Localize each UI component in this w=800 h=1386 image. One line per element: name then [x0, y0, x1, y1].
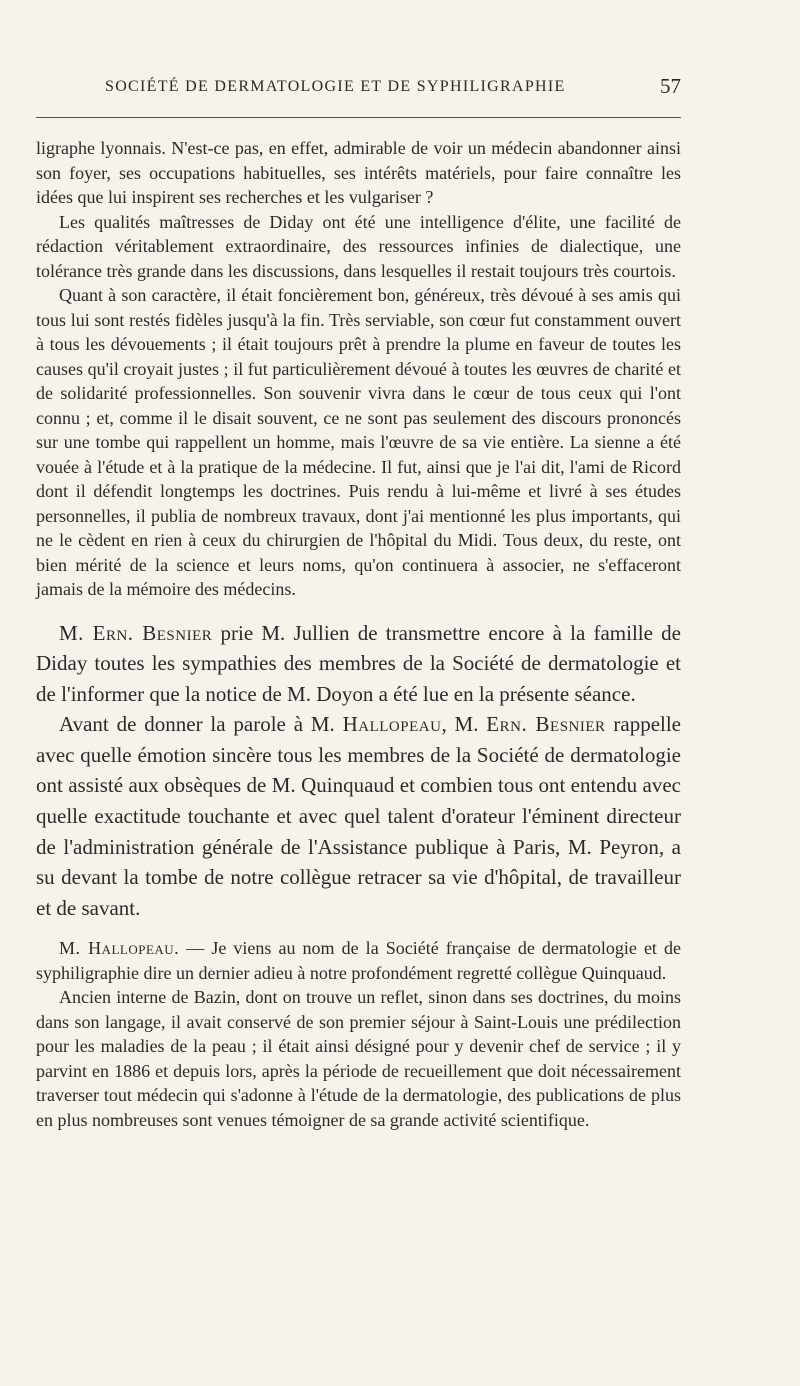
speaker-name: Ern. Besnier — [486, 712, 606, 737]
running-title: SOCIÉTÉ DE DERMATOLOGIE ET DE SYPHILIGRAPHIE — [105, 78, 566, 95]
text-segment: rappelle avec quelle émotion sincère tous les membres de la Société de dermatologie ont assisté aux obsèques de M. Quinquaud et combien tous ont entendu avec quelle exactitude touchante et avec quel talent d'orateur l'éminent directeur de l'administration générale de l'Assistance publique à Paris, M. Peyron, a su devant la tombe de notre collègue retracer sa vie d'hôpital, de travailleur et de savant. — [36, 712, 682, 920]
paragraph-qualities: Les qualités maîtresses de Diday ont été une intelligence d'élite, une facilité de rédaction véritablement extraordinaire, des ressources infinies de dialectique, une tolérance très grande dans les discussions, dans lesquelles il restait toujours très courtois. — [36, 211, 681, 281]
speaker-name: M. Hallopeau. — [59, 938, 180, 959]
paragraph-text: — Je viens au nom de la Société française de dermatologie et de syphiligraphie dire un dernier adieu à notre profondément regretté collègue Quinquaud. — [36, 938, 681, 983]
text-segment: Avant de donner la parole à M. — [59, 712, 343, 737]
speaker-name: Hallopeau — [342, 712, 442, 737]
text-segment: , M. — [441, 712, 487, 737]
paragraph-besnier-request — [36, 618, 681, 710]
header-rule — [36, 117, 681, 118]
body-text — [36, 136, 681, 1132]
running-head — [36, 74, 681, 102]
paragraph-character: Quant à son caractère, il était foncièrement bon, généreux, très dévoué à ses amis qui tous lui sont restés fidèles jusqu'à la fin. Très serviable, son cœur fut constamment ouvert à tous les dévouements ; il était toujours prêt à prendre la plume en faveur de toutes les causes qu'il croyait justes ; il fut particulièrement dévoué à toutes les œuvres de charité et de solidarité professionnelles. Son souvenir vivra dans le cœur de tous ceux qui l'ont connu ; et, comme il le disait souvent, ce ne sont pas seulement des discours prononcés sur une tombe qui rappellent un homme, mais l'œuvre de sa vie entière. La sienne a été vouée à l'étude et à la pratique de la médecine. Il fut, ainsi que je l'ai dit, l'ami de Ricord dont il défendit longtemps les doctrines. Puis rendu à lui-même et livré à ses études personnelles, il publia de nombreux travaux, dont j'ai mentionné les plus importants, qui ne le cèdent en rien à ceux du chirurgien de l'hôpital du Midi. Tous deux, du reste, ont bien mérité de la science et leurs noms, qu'on continuera à associer, ne s'effaceront jamais de la mémoire des médecins. — [36, 285, 681, 599]
page-number: 57 — [660, 74, 681, 98]
paragraph-text: prie M. Jullien de transmettre encore à la famille de Diday toutes les sympathies des membres de la Société de dermatologie et de l'informer que la notice de M. Doyon a été lue en la présente séance. — [36, 620, 681, 706]
paragraph-quinquaud-obsequies — [36, 709, 681, 923]
paragraph-hallopeau-speech — [36, 936, 681, 985]
paragraph-bazin: Ancien interne de Bazin, dont on trouve un reflet, sinon dans ses doctrines, du moins dans son langage, il avait conservé de son premier séjour à Saint-Louis une prédilection pour les maladies de la peau ; il était ainsi désigné pour y devenir chef de service ; il y parvint en 1886 et depuis lors, après la période de recueillement que doit nécessairement traverser tout médecin qui s'adonne à l'étude de la dermatologie, des publications de plus en plus nombreuses sont venues témoigner de sa grande activité scientifique. — [36, 987, 681, 1130]
paragraph-continuation: ligraphe lyonnais. N'est-ce pas, en effet, admirable de voir un médecin abandonner ainsi son foyer, ses occupations habituelles, ses intérêts matériels, pour faire connaître les idées que lui inspirent ses recherches et les vulgariser ? — [36, 138, 681, 207]
speaker-name: M. Ern. Besnier — [59, 620, 213, 645]
